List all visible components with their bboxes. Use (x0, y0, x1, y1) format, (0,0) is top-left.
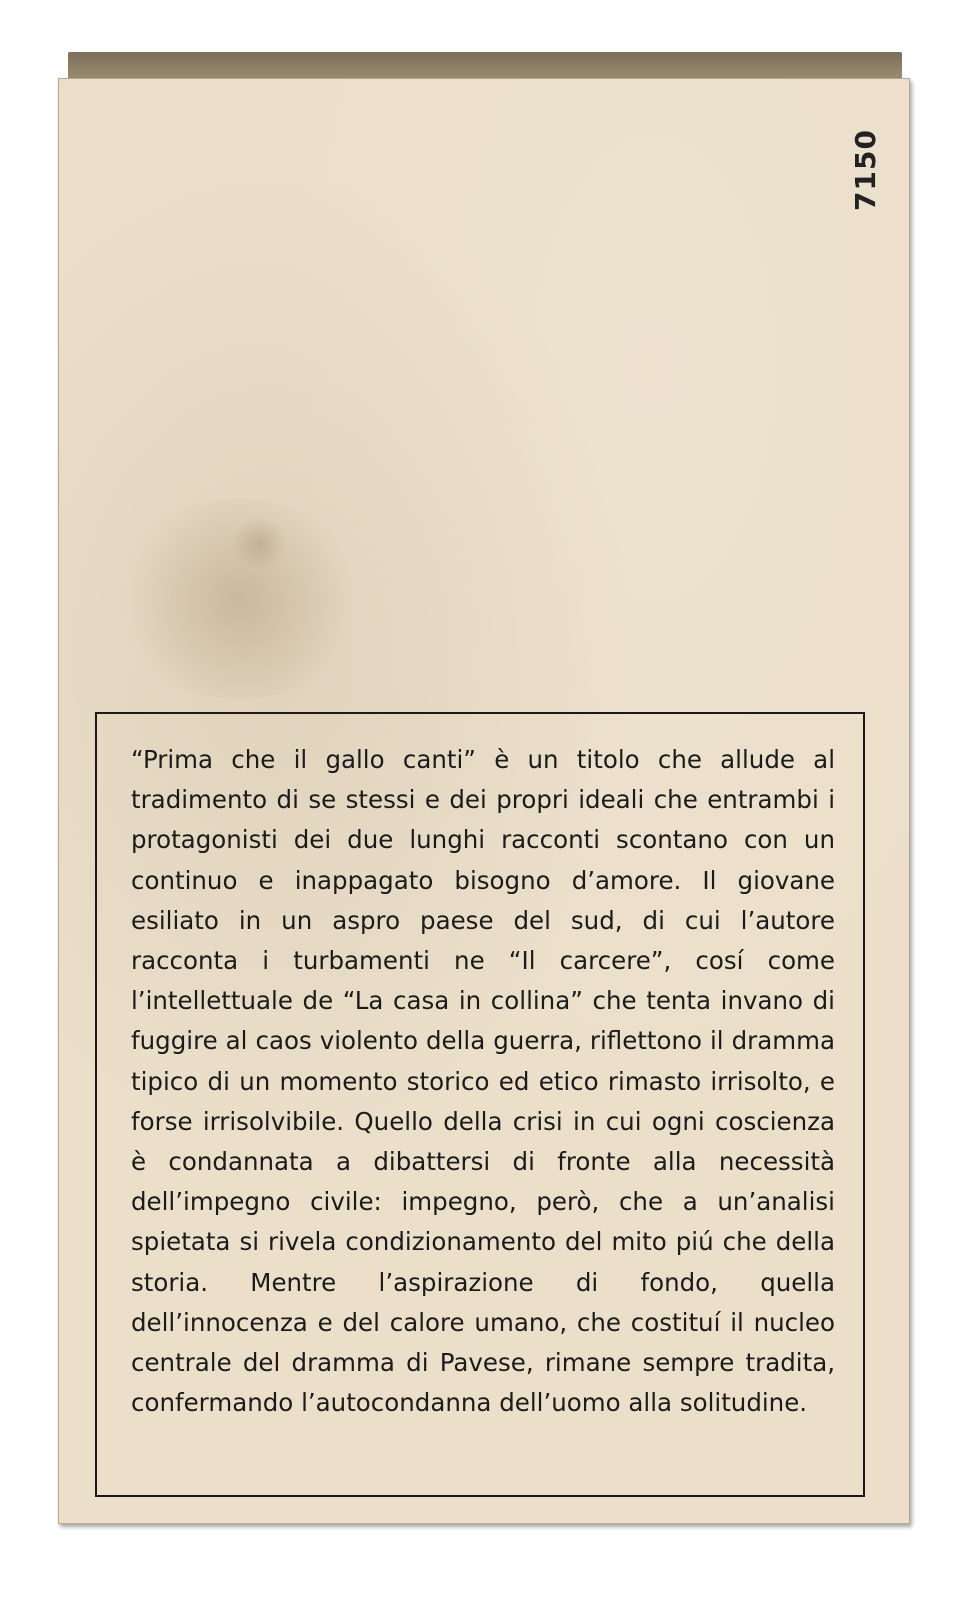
back-cover (58, 78, 910, 1524)
blurb-text: “Prima che il gallo canti” è un titolo che allude al tradimento di se stessi e dei propri ideali che entrambi i protagonisti dei due lunghi racconti scontano con un continuo e inappagato bisogno d’amore. Il giovane esiliato in un aspro paese del sud, di cui l’autore racconta i turbamenti ne “Il carcere”, cosí come l’intellettuale de “La casa in collina” che tenta invano di fuggire al caos violento della guerra, riflettono il dramma tipico di un momento storico ed etico rimasto irrisolto, e forse irrisolvibile. Quello della crisi in cui ogni coscienza è condannata a dibattersi di fronte alla necessità dell’impegno civile: impegno, però, che a un’analisi spietata si rivela condizionamento del mito piú che della storia. Mentre l’aspirazione di fondo, quella dell’innocenza e del calore umano, che costituí il nucleo centrale del dramma di Pavese, rimane sempre tradita, confermando l’autocondanna dell’uomo alla solitudine. (131, 745, 835, 1418)
blurb-frame (95, 712, 865, 1497)
catalog-number: 7150 (849, 129, 882, 211)
age-stain (229, 519, 289, 569)
